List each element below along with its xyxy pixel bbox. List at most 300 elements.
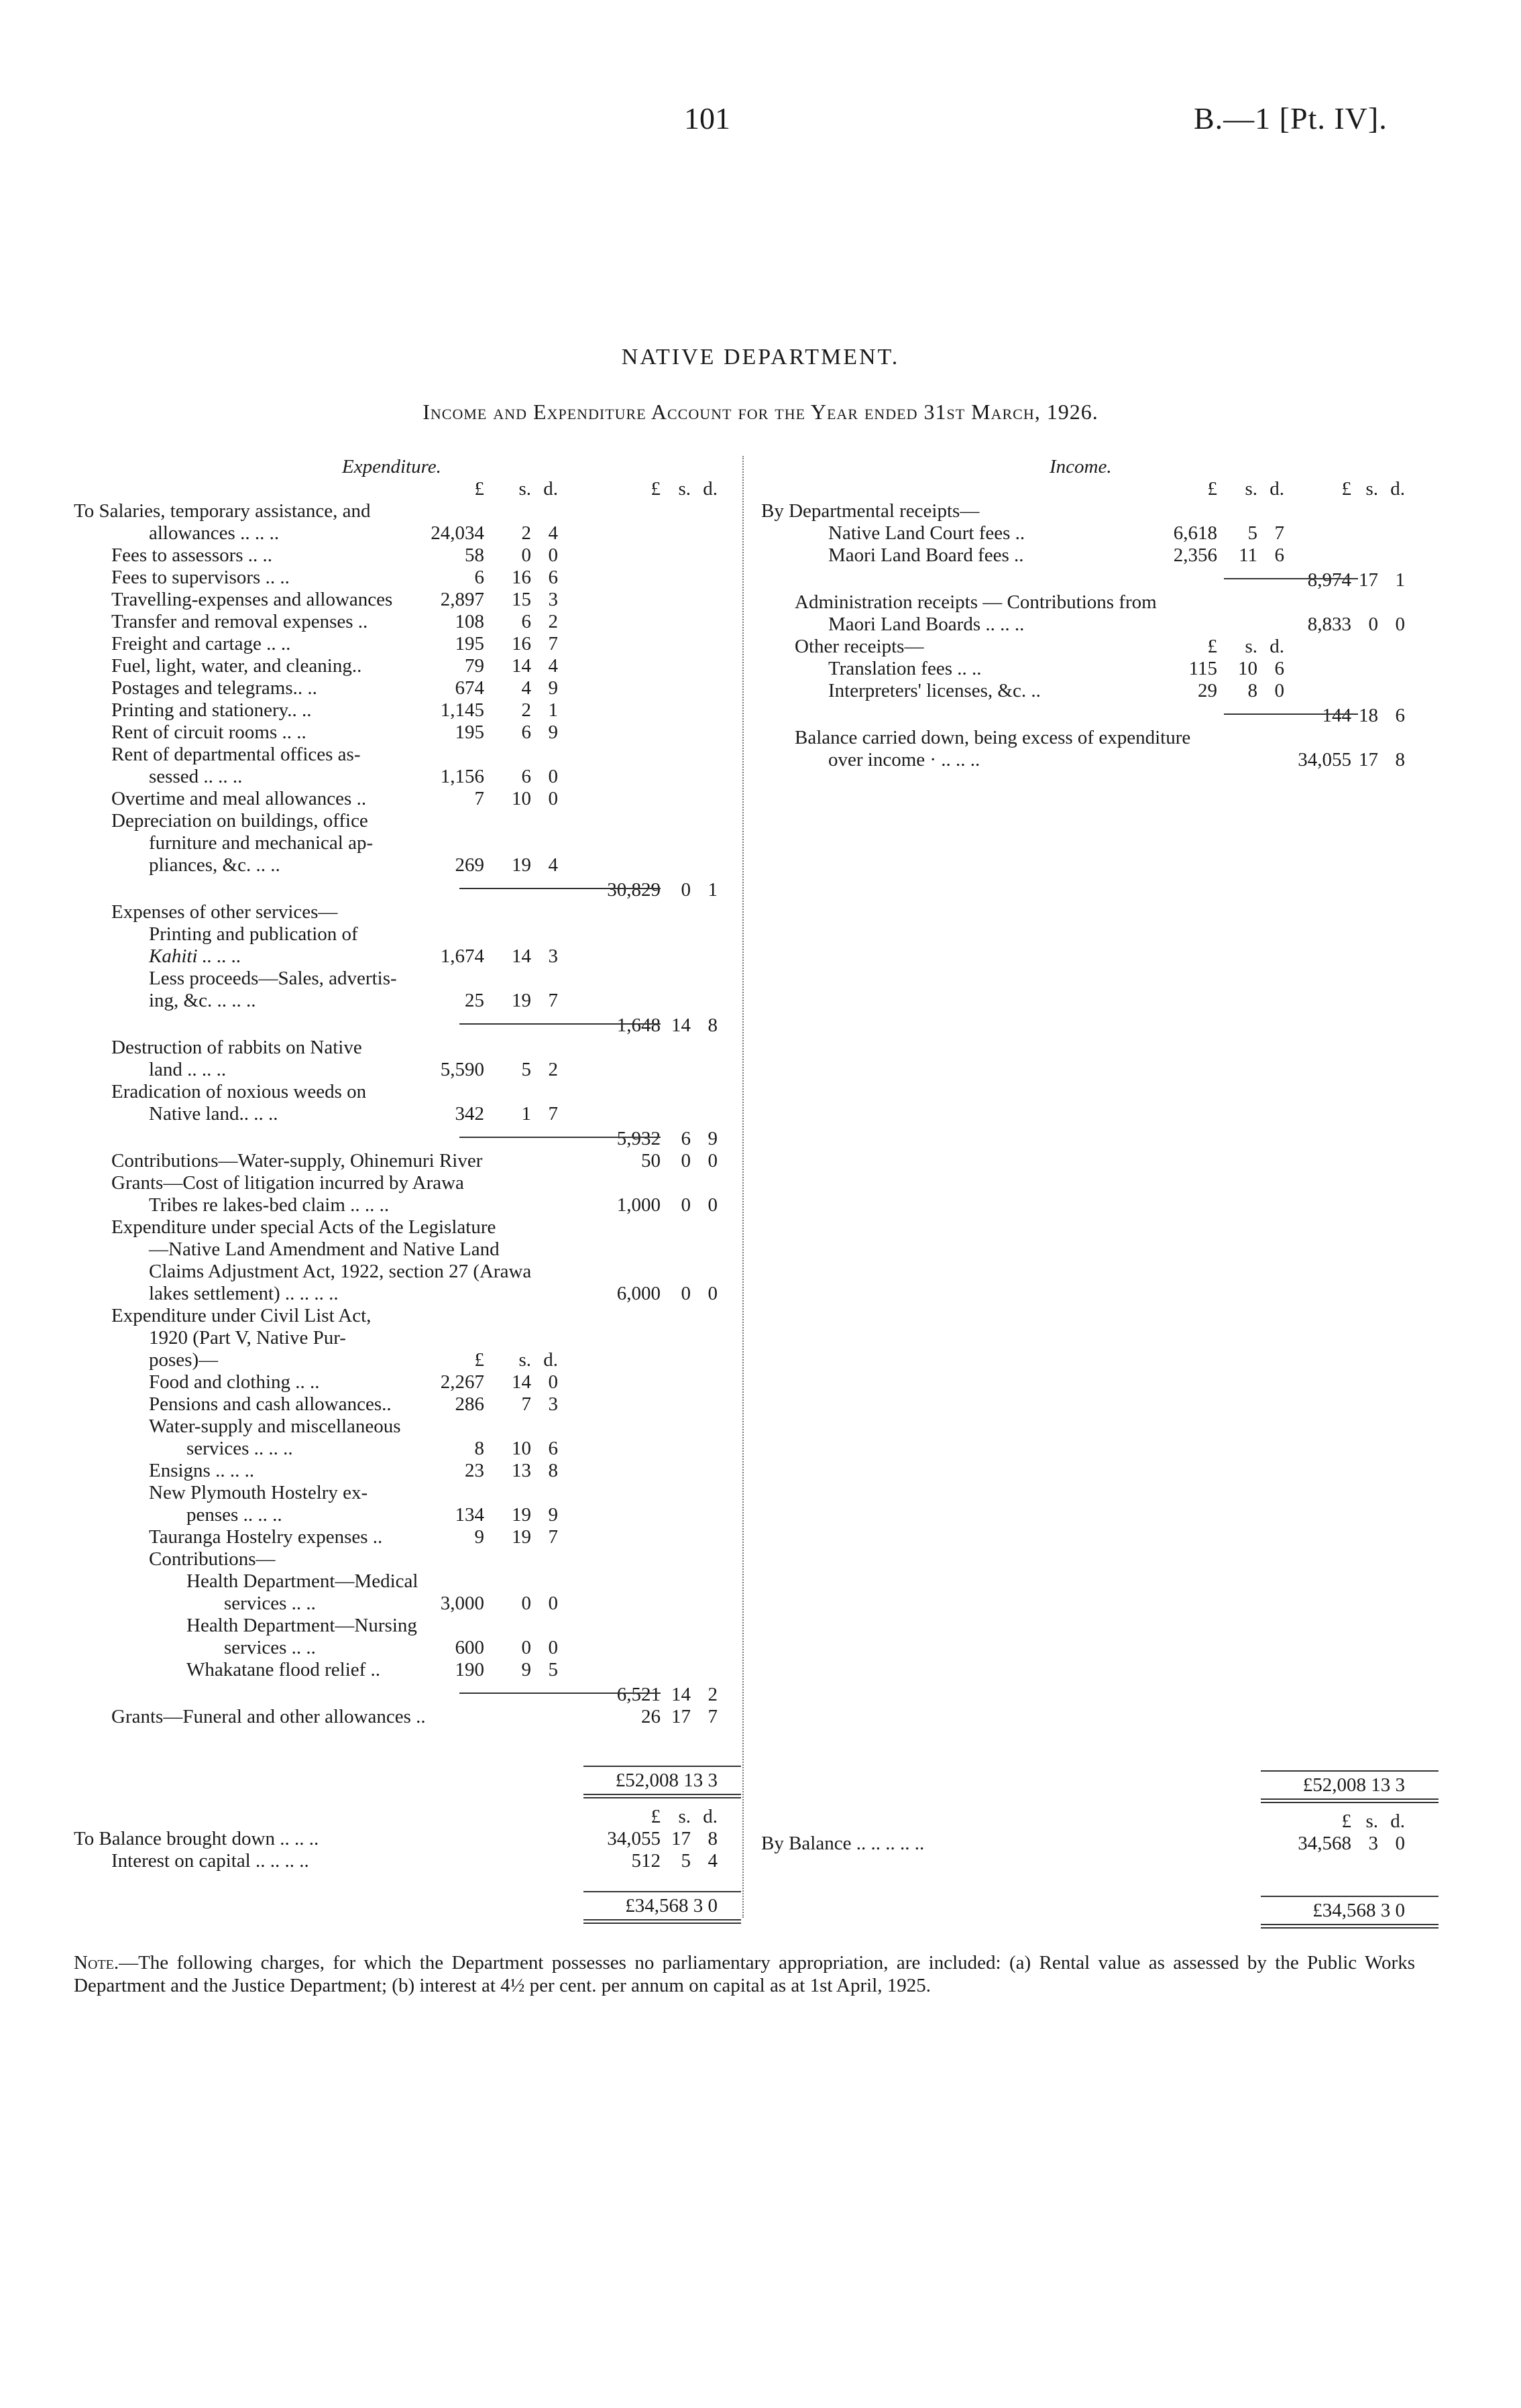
total-rule <box>583 1891 741 1892</box>
amount-s: 14 <box>671 1684 691 1705</box>
amount-pound: 108 <box>455 611 484 632</box>
amount-s: 6 <box>521 766 531 787</box>
table-row <box>761 1896 1445 1925</box>
amount-d: 7 <box>548 633 558 654</box>
amount-d: d. <box>1270 478 1284 500</box>
amount-pound: £ <box>1207 636 1217 657</box>
amount-s: 5 <box>521 1059 531 1080</box>
amount-s: 11 <box>1239 544 1257 566</box>
table-row <box>761 1833 1445 1855</box>
amount-d: 4 <box>548 655 558 677</box>
amount-pound: 190 <box>455 1659 484 1680</box>
row-label: Expenditure under Civil List Act, <box>111 1305 372 1326</box>
amount-d: 9 <box>548 677 558 699</box>
table-row <box>74 1305 734 1327</box>
row-label: Maori Land Board fees .. <box>828 544 1024 566</box>
amount-pound: 8 <box>474 1438 484 1459</box>
amount-s: 14 <box>671 1015 691 1036</box>
table-row <box>74 677 734 699</box>
amount-s: 19 <box>512 854 531 876</box>
amount-d: 6 <box>1274 544 1284 566</box>
row-label: services .. .. <box>224 1637 316 1658</box>
table-row <box>74 1438 734 1460</box>
amount-d: d. <box>543 1349 558 1371</box>
table-row <box>761 522 1445 544</box>
amount-d: 3 <box>548 589 558 610</box>
table-row <box>74 1795 734 1806</box>
row-label: Balance carried down, being excess of expenditure <box>795 727 1191 748</box>
table-row <box>761 749 1445 771</box>
amount-d: d. <box>703 478 718 500</box>
amount-s: 0 <box>681 1283 691 1304</box>
amount-d: 6 <box>1395 705 1405 726</box>
table-row <box>74 1526 734 1548</box>
amount-s: s. <box>1365 1811 1378 1832</box>
table-row <box>74 699 734 722</box>
amount-s: 5 <box>1247 522 1257 544</box>
amount-s: 17 <box>671 1828 691 1849</box>
row-label: Overtime and meal allowances .. <box>111 788 367 809</box>
amount-s: 10 <box>512 788 531 809</box>
amount-d: 7 <box>1274 522 1284 544</box>
table-row <box>761 591 1445 614</box>
table-row <box>74 1872 734 1891</box>
table-row <box>74 633 734 655</box>
amount-s: 0 <box>521 1637 531 1658</box>
row-label: Native land.. .. .. <box>149 1103 278 1125</box>
row-label: Expenses of other services— <box>111 901 338 923</box>
row-label: Maori Land Boards .. .. .. <box>828 614 1025 635</box>
balance-total: £34,568 3 0 <box>625 1895 718 1916</box>
row-label: furniture and mechanical ap- <box>149 832 374 854</box>
row-label: pliances, &c. .. .. <box>149 854 280 876</box>
amount-s: 2 <box>521 522 531 544</box>
table-row <box>761 500 1445 522</box>
table-row <box>74 1659 734 1681</box>
table-row <box>74 854 734 876</box>
row-label: Native Land Court fees .. <box>828 522 1025 544</box>
amount-d: 3 <box>548 1393 558 1415</box>
amount-pound: 6,618 <box>1173 522 1217 544</box>
amount-pound: 144 <box>1322 705 1351 726</box>
amount-pound: £ <box>651 478 661 500</box>
amount-pound: 8,974 <box>1307 569 1351 591</box>
amount-d: 9 <box>548 1504 558 1526</box>
amount-pound: 79 <box>465 655 484 677</box>
amount-s: s. <box>678 1806 691 1827</box>
table-row <box>74 1349 734 1371</box>
amount-d: 7 <box>548 990 558 1011</box>
amount-d: 0 <box>1395 614 1405 635</box>
row-label: Whakatane flood relief .. <box>186 1659 381 1680</box>
amount-d: 2 <box>548 1059 558 1080</box>
grand-total: £52,008 13 3 <box>1302 1774 1405 1796</box>
amount-s: 0 <box>681 1194 691 1216</box>
amount-s: 2 <box>521 699 531 721</box>
amount-s: 17 <box>1359 749 1378 770</box>
amount-pound: 30,829 <box>607 879 661 901</box>
amount-s: 6 <box>681 1128 691 1149</box>
table-row <box>74 766 734 788</box>
amount-s: 17 <box>1359 569 1378 591</box>
row-label: allowances .. .. .. <box>149 522 280 544</box>
amount-d: 0 <box>548 1371 558 1393</box>
amount-pound: 2,356 <box>1173 544 1217 566</box>
row-label: Expenditure under special Acts of the Legislature <box>111 1216 496 1238</box>
amount-pound: 134 <box>455 1504 484 1526</box>
table-row <box>74 1681 734 1706</box>
amount-pound: 195 <box>455 722 484 743</box>
amount-pound: 50 <box>641 1150 661 1171</box>
table-row <box>761 727 1445 749</box>
table-row <box>74 1416 734 1438</box>
table-row <box>74 1059 734 1081</box>
amount-d: 8 <box>708 1828 718 1849</box>
table-row <box>74 500 734 522</box>
section-heading: Income. <box>1050 456 1112 477</box>
amount-pound: 2,897 <box>440 589 484 610</box>
amount-d: 8 <box>708 1015 718 1036</box>
row-label: Rent of departmental offices as- <box>111 744 361 765</box>
amount-d: 2 <box>548 611 558 632</box>
amount-pound: 34,568 <box>1298 1833 1351 1854</box>
amount-d: 0 <box>548 544 558 566</box>
amount-s: 7 <box>521 1393 531 1415</box>
row-label: poses)— <box>149 1349 219 1371</box>
row-label: Interest on capital .. .. .. .. <box>111 1850 309 1872</box>
subtotal-rule <box>1224 713 1358 715</box>
table-row <box>74 1194 734 1216</box>
amount-d: 0 <box>548 1637 558 1658</box>
amount-pound: £ <box>474 478 484 500</box>
amount-s: 6 <box>521 722 531 743</box>
row-label: Freight and cartage .. .. <box>111 633 291 654</box>
table-row <box>761 567 1445 591</box>
amount-pound: 25 <box>465 990 484 1011</box>
table-row <box>761 478 1445 500</box>
amount-d: 7 <box>708 1706 718 1727</box>
amount-pound: 6,000 <box>616 1283 661 1304</box>
amount-d: 8 <box>548 1460 558 1481</box>
row-label: By Balance .. .. .. .. .. <box>761 1833 925 1854</box>
table-row <box>74 1216 734 1239</box>
amount-pound: 6,521 <box>616 1684 661 1705</box>
table-row <box>74 1125 734 1150</box>
amount-s: 17 <box>671 1706 691 1727</box>
amount-s: 9 <box>521 1659 531 1680</box>
amount-d: 0 <box>708 1283 718 1304</box>
row-label: Claims Adjustment Act, 1922, section 27 (Arawa <box>149 1261 532 1282</box>
amount-s: s. <box>518 478 531 500</box>
table-row <box>761 1855 1445 1896</box>
table-row <box>74 1261 734 1283</box>
amount-pound: 7 <box>474 788 484 809</box>
amount-pound: 26 <box>641 1706 661 1727</box>
table-row <box>74 522 734 544</box>
amount-s: s. <box>1245 636 1257 657</box>
row-label: over income · .. .. .. <box>828 749 980 770</box>
row-label: Translation fees .. .. <box>828 658 982 679</box>
amount-pound: 342 <box>455 1103 484 1125</box>
row-label: New Plymouth Hostelry ex- <box>149 1482 368 1503</box>
table-row <box>74 1570 734 1593</box>
amount-d: 9 <box>548 722 558 743</box>
table-row <box>74 1393 734 1416</box>
amount-pound: 3,000 <box>440 1593 484 1614</box>
amount-pound: 512 <box>631 1850 661 1872</box>
amount-d: 0 <box>1395 1833 1405 1854</box>
table-row <box>74 1012 734 1037</box>
row-label: sessed .. .. .. <box>149 766 243 787</box>
amount-pound: 6 <box>474 567 484 588</box>
total-double-rule <box>1261 1924 1439 1929</box>
row-label: Fees to assessors .. .. <box>111 544 273 566</box>
amount-pound: £ <box>1341 1811 1351 1832</box>
total-rule <box>583 1766 741 1767</box>
amount-pound: 674 <box>455 677 484 699</box>
row-label: Health Department—Medical <box>186 1570 418 1592</box>
table-row <box>761 658 1445 680</box>
table-row <box>761 456 1445 478</box>
amount-pound: 24,034 <box>431 522 484 544</box>
amount-d: 9 <box>708 1128 718 1149</box>
amount-s: s. <box>518 1349 531 1371</box>
row-label: services .. .. .. <box>186 1438 293 1459</box>
amount-s: 19 <box>512 990 531 1011</box>
table-row <box>74 788 734 810</box>
amount-pound: 58 <box>465 544 484 566</box>
row-label: By Departmental receipts— <box>761 500 980 522</box>
amount-pound: 1,000 <box>616 1194 661 1216</box>
table-row <box>761 1770 1445 1800</box>
amount-d: 6 <box>548 1438 558 1459</box>
table-row <box>74 567 734 589</box>
row-label: Transfer and removal expenses .. <box>111 611 368 632</box>
table-row <box>74 744 734 766</box>
table-row <box>74 1706 734 1728</box>
table-row <box>74 1482 734 1504</box>
row-label: Fees to supervisors .. .. <box>111 567 290 588</box>
amount-d: d. <box>543 478 558 500</box>
amount-d: 6 <box>548 567 558 588</box>
row-label: Eradication of noxious weeds on <box>111 1081 367 1102</box>
row-label: Grants—Funeral and other allowances .. <box>111 1706 426 1727</box>
row-label: Postages and telegrams.. .. <box>111 677 317 699</box>
subtotal-rule <box>1224 578 1358 579</box>
table-row <box>74 832 734 854</box>
row-label: Rent of circuit rooms .. .. <box>111 722 306 743</box>
amount-s: 13 <box>512 1460 531 1481</box>
row-label: services .. .. <box>224 1593 316 1614</box>
amount-s: 8 <box>1247 680 1257 701</box>
table-row <box>74 1728 734 1766</box>
row-label: lakes settlement) .. .. .. .. <box>149 1283 339 1304</box>
note-label: Note. <box>74 1952 119 1973</box>
table-row <box>761 1800 1445 1811</box>
amount-pound: £ <box>651 1806 661 1827</box>
table-row <box>74 990 734 1012</box>
table-row <box>74 1327 734 1349</box>
table-row <box>74 544 734 567</box>
amount-pound: 115 <box>1188 658 1217 679</box>
amount-d: 2 <box>708 1684 718 1705</box>
amount-pound: £ <box>1341 478 1351 500</box>
table-row <box>761 1811 1445 1833</box>
table-row <box>74 1828 734 1850</box>
table-row <box>761 636 1445 658</box>
amount-pound: 1,648 <box>616 1015 661 1036</box>
amount-s: s. <box>678 478 691 500</box>
amount-s: 0 <box>681 879 691 901</box>
table-row <box>761 614 1445 636</box>
row-label: Grants—Cost of litigation incurred by Arawa <box>111 1172 464 1194</box>
amount-s: 5 <box>681 1850 691 1872</box>
row-label: Tauranga Hostelry expenses .. <box>149 1526 383 1548</box>
row-label: Health Department—Nursing <box>186 1615 417 1636</box>
row-label: Printing and stationery.. .. <box>111 699 312 721</box>
table-row <box>74 968 734 990</box>
row-label: Tribes re lakes-bed claim .. .. .. <box>149 1194 390 1216</box>
row-label: Interpreters' licenses, &c. .. <box>828 680 1041 701</box>
amount-pound: 8,833 <box>1307 614 1351 635</box>
amount-pound: 29 <box>1198 680 1217 701</box>
table-row <box>761 544 1445 567</box>
table-row <box>74 1103 734 1125</box>
table-row <box>74 1766 734 1795</box>
amount-s: 6 <box>521 611 531 632</box>
amount-d: 8 <box>1395 749 1405 770</box>
amount-d: 0 <box>708 1194 718 1216</box>
row-label: penses .. .. .. <box>186 1504 282 1526</box>
subtotal-rule <box>459 1137 661 1138</box>
table-row <box>74 1371 734 1393</box>
table-row <box>74 945 734 968</box>
row-label: Other receipts— <box>795 636 924 657</box>
amount-pound: £ <box>474 1349 484 1371</box>
amount-d: d. <box>1390 478 1405 500</box>
table-row <box>74 655 734 677</box>
amount-s: 19 <box>512 1526 531 1548</box>
row-label: Destruction of rabbits on Native <box>111 1037 362 1058</box>
amount-d: 5 <box>548 1659 558 1680</box>
grand-total: £52,008 13 3 <box>615 1770 718 1791</box>
table-row <box>74 611 734 633</box>
table-row <box>74 1283 734 1305</box>
department-title: NATIVE DEPARTMENT. <box>621 345 900 369</box>
amount-pound: 286 <box>455 1393 484 1415</box>
row-label: Food and clothing .. .. <box>149 1371 320 1393</box>
amount-s: 16 <box>512 567 531 588</box>
table-row <box>74 589 734 611</box>
amount-s: 3 <box>1368 1833 1378 1854</box>
total-double-rule <box>583 1919 741 1924</box>
amount-s: 0 <box>521 544 531 566</box>
table-row <box>761 702 1445 727</box>
table-row <box>74 1172 734 1194</box>
amount-pound: 5,932 <box>616 1128 661 1149</box>
amount-pound: 5,590 <box>440 1059 484 1080</box>
total-rule <box>1261 1770 1439 1772</box>
row-label: Water-supply and miscellaneous <box>149 1416 401 1437</box>
table-row <box>74 1891 734 1920</box>
table-row <box>74 1239 734 1261</box>
row-label: Travelling-expenses and allowances <box>111 589 393 610</box>
amount-d: 0 <box>548 788 558 809</box>
row-label: Ensigns .. .. .. <box>149 1460 255 1481</box>
subtotal-rule <box>459 1693 661 1694</box>
table-row <box>74 1593 734 1615</box>
subtotal-rule <box>459 888 661 889</box>
row-label: Administration receipts — Contributions from <box>795 591 1157 613</box>
row-label: To Balance brought down .. .. .. <box>74 1828 319 1849</box>
amount-s: 10 <box>1238 658 1257 679</box>
amount-s: 10 <box>512 1438 531 1459</box>
row-label: land .. .. .. <box>149 1059 227 1080</box>
account-title: Income and Expenditure Account for the Year ended 31st March, 1926. <box>422 400 1098 424</box>
amount-d: 1 <box>708 879 718 901</box>
section-heading: Expenditure. <box>342 456 441 477</box>
table-row <box>74 722 734 744</box>
amount-d: 0 <box>548 1593 558 1614</box>
income-column <box>761 456 1445 1925</box>
amount-d: 0 <box>1274 680 1284 701</box>
amount-pound: 269 <box>455 854 484 876</box>
row-label: ing, &c. .. .. .. <box>149 990 256 1011</box>
page-number: 101 <box>684 101 730 135</box>
amount-pound: 34,055 <box>607 1828 661 1849</box>
amount-s: s. <box>1365 478 1378 500</box>
table-row <box>74 1037 734 1059</box>
table-row <box>74 901 734 923</box>
amount-d: 1 <box>1395 569 1405 591</box>
amount-pound: 1,674 <box>440 945 484 967</box>
amount-d: 4 <box>548 854 558 876</box>
amount-d: d. <box>1270 636 1284 657</box>
row-label: To Salaries, temporary assistance, and <box>74 500 371 522</box>
amount-d: 6 <box>1274 658 1284 679</box>
amount-s: 15 <box>512 589 531 610</box>
amount-pound: 1,156 <box>440 766 484 787</box>
amount-pound: 1,145 <box>440 699 484 721</box>
table-row <box>74 1850 734 1872</box>
amount-d: 0 <box>548 766 558 787</box>
amount-s: 1 <box>521 1103 531 1125</box>
table-row <box>74 1637 734 1659</box>
amount-pound: £ <box>1207 478 1217 500</box>
amount-s: 0 <box>1368 614 1378 635</box>
amount-pound: 9 <box>474 1526 484 1548</box>
amount-pound: 34,055 <box>1298 749 1351 770</box>
amount-d: d. <box>703 1806 718 1827</box>
table-row <box>74 478 734 500</box>
amount-d: 4 <box>548 522 558 544</box>
row-label: Fuel, light, water, and cleaning.. <box>111 655 362 677</box>
subtotal-rule <box>459 1023 661 1025</box>
table-row <box>74 1504 734 1526</box>
amount-s: 14 <box>512 945 531 967</box>
amount-s: 16 <box>512 633 531 654</box>
table-row <box>74 1615 734 1637</box>
table-row <box>74 1460 734 1482</box>
table-row <box>74 1150 734 1172</box>
amount-pound: 195 <box>455 633 484 654</box>
amount-s: 0 <box>681 1150 691 1171</box>
amount-d: d. <box>1390 1811 1405 1832</box>
amount-d: 4 <box>708 1850 718 1872</box>
table-row <box>74 456 734 478</box>
table-row <box>74 1548 734 1570</box>
amount-s: 19 <box>512 1504 531 1526</box>
